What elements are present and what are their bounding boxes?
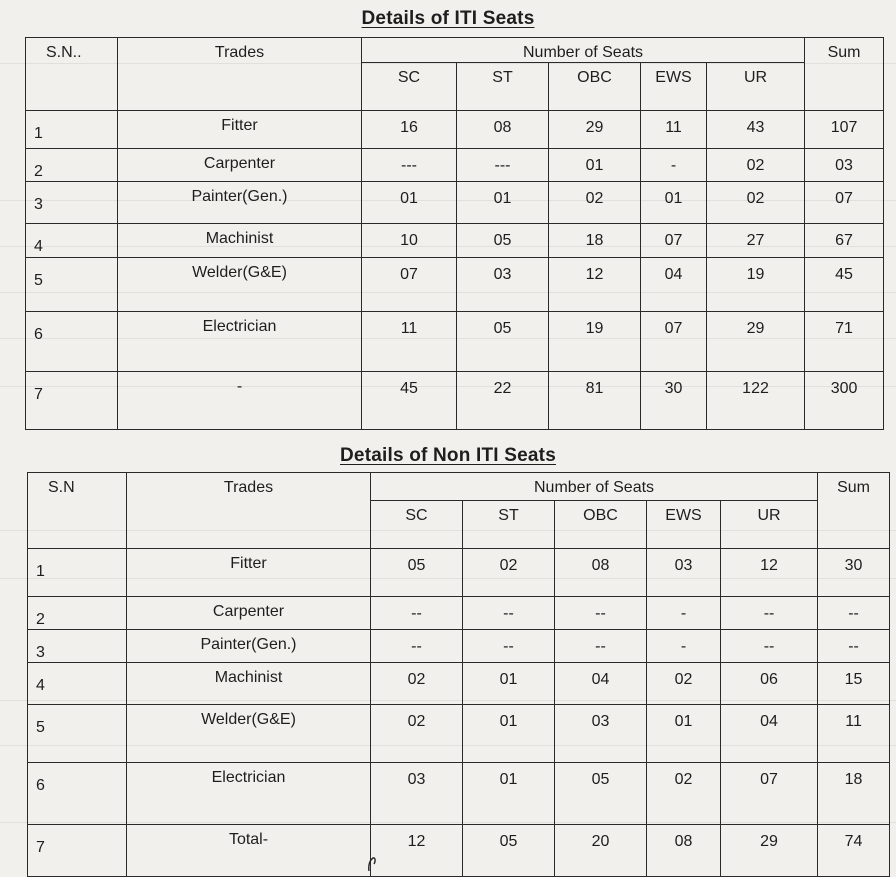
row-sum: 11: [818, 705, 890, 763]
row-st: --: [463, 597, 555, 630]
trades-header: Trades: [118, 38, 362, 111]
row-sum: 18: [818, 763, 890, 825]
row-ur: --: [721, 630, 818, 663]
non-iti-seats-title: Details of Non ITI Seats: [340, 445, 556, 466]
row-ews: 30: [641, 372, 707, 430]
row-sc: 02: [371, 663, 463, 705]
row-ur: 29: [721, 825, 818, 877]
row-ur: 27: [707, 224, 805, 258]
row-sum: 107: [805, 111, 884, 149]
row-st: 01: [457, 182, 549, 224]
row-obc: 02: [549, 182, 641, 224]
col-header-obc: OBC: [555, 501, 647, 549]
row-ews: 04: [641, 258, 707, 312]
row-ur: 04: [721, 705, 818, 763]
row-sum: 45: [805, 258, 884, 312]
row-sn: 3: [26, 182, 118, 224]
row-ur: 19: [707, 258, 805, 312]
row-obc: 04: [555, 663, 647, 705]
row-sc: 10: [362, 224, 457, 258]
row-sc: --: [371, 630, 463, 663]
col-header-st: ST: [457, 63, 549, 111]
row-ur: 02: [707, 149, 805, 182]
row-st: 05: [457, 312, 549, 372]
row-sn: 2: [28, 597, 127, 630]
table-row: [26, 312, 884, 372]
row-sum: 74: [818, 825, 890, 877]
col-header-obc: OBC: [549, 63, 641, 111]
row-trade: Painter(Gen.): [127, 630, 371, 663]
table-row: [28, 705, 890, 763]
row-st: 01: [463, 663, 555, 705]
row-st: 01: [463, 763, 555, 825]
table-row: [26, 182, 884, 224]
row-obc: 03: [555, 705, 647, 763]
row-trade: Carpenter: [118, 149, 362, 182]
row-obc: 05: [555, 763, 647, 825]
row-ews: 02: [647, 663, 721, 705]
row-st: ---: [457, 149, 549, 182]
row-obc: --: [555, 597, 647, 630]
row-st: 05: [457, 224, 549, 258]
row-obc: 19: [549, 312, 641, 372]
row-sn: 1: [28, 549, 127, 597]
row-obc: 81: [549, 372, 641, 430]
row-sum: 03: [805, 149, 884, 182]
row-trade: Painter(Gen.): [118, 182, 362, 224]
row-sum: 30: [818, 549, 890, 597]
row-sn: 6: [26, 312, 118, 372]
row-ur: 12: [721, 549, 818, 597]
row-trade: Fitter: [127, 549, 371, 597]
col-header-sc: SC: [362, 63, 457, 111]
non-iti-rows: [28, 549, 890, 877]
row-trade: Machinist: [118, 224, 362, 258]
col-header-ur: UR: [707, 63, 805, 111]
row-obc: 08: [555, 549, 647, 597]
row-trade: Fitter: [118, 111, 362, 149]
col-header-ews: EWS: [641, 63, 707, 111]
col-header-st: ST: [463, 501, 555, 549]
col-header-ews: EWS: [647, 501, 721, 549]
row-sc: 07: [362, 258, 457, 312]
row-obc: 01: [549, 149, 641, 182]
table-row: [28, 549, 890, 597]
row-sc: --: [371, 597, 463, 630]
row-trade: -: [118, 372, 362, 430]
row-sn: 4: [28, 663, 127, 705]
row-ews: -: [647, 597, 721, 630]
row-sn: 2: [26, 149, 118, 182]
row-sc: 02: [371, 705, 463, 763]
row-ews: 03: [647, 549, 721, 597]
row-sc: 01: [362, 182, 457, 224]
row-obc: 18: [549, 224, 641, 258]
sn-header: S.N: [28, 473, 127, 549]
row-ews: -: [647, 630, 721, 663]
row-sn: 3: [28, 630, 127, 663]
row-ews: 02: [647, 763, 721, 825]
col-header-ur: UR: [721, 501, 818, 549]
row-ews: 07: [641, 312, 707, 372]
number-of-seats-header: Number of Seats: [371, 473, 818, 501]
table-row: [28, 597, 890, 630]
row-ur: --: [721, 597, 818, 630]
row-sn: 5: [26, 258, 118, 312]
row-st: 22: [457, 372, 549, 430]
iti-rows: [26, 111, 884, 430]
table-row: [26, 111, 884, 149]
number-of-seats-header: Number of Seats: [362, 38, 805, 63]
row-sc: 11: [362, 312, 457, 372]
row-sum: --: [818, 597, 890, 630]
iti-seats-title: Details of ITI Seats: [361, 8, 535, 29]
row-ews: 11: [641, 111, 707, 149]
row-ur: 07: [721, 763, 818, 825]
row-st: 05: [463, 825, 555, 877]
table-row: [26, 258, 884, 312]
row-obc: 12: [549, 258, 641, 312]
row-sn: 7: [26, 372, 118, 430]
row-st: 02: [463, 549, 555, 597]
row-trade: Welder(G&E): [118, 258, 362, 312]
row-st: 01: [463, 705, 555, 763]
row-sn: 6: [28, 763, 127, 825]
table-row: [28, 663, 890, 705]
row-ur: 43: [707, 111, 805, 149]
row-trade: Electrician: [118, 312, 362, 372]
row-obc: --: [555, 630, 647, 663]
row-sum: 71: [805, 312, 884, 372]
trades-header: Trades: [127, 473, 371, 549]
row-ur: 29: [707, 312, 805, 372]
row-sum: 15: [818, 663, 890, 705]
iti-seats-table: [25, 37, 884, 430]
row-sc: 03: [371, 763, 463, 825]
row-obc: 20: [555, 825, 647, 877]
sum-header: Sum: [805, 38, 884, 111]
row-ur: 122: [707, 372, 805, 430]
row-sn: 4: [26, 224, 118, 258]
col-header-sc: SC: [371, 501, 463, 549]
table-row: [28, 630, 890, 663]
row-trade: Machinist: [127, 663, 371, 705]
row-ur: 06: [721, 663, 818, 705]
row-st: --: [463, 630, 555, 663]
row-ews: 01: [641, 182, 707, 224]
row-trade: Electrician: [127, 763, 371, 825]
row-sc: 16: [362, 111, 457, 149]
row-trade: Total-: [127, 825, 371, 877]
table-row: [26, 372, 884, 430]
row-obc: 29: [549, 111, 641, 149]
row-sc: 45: [362, 372, 457, 430]
table-row: [26, 224, 884, 258]
row-sc: 05: [371, 549, 463, 597]
row-sum: --: [818, 630, 890, 663]
row-sum: 07: [805, 182, 884, 224]
table-row: [28, 825, 890, 877]
row-sum: 300: [805, 372, 884, 430]
table-row: [28, 763, 890, 825]
table-row: [26, 149, 884, 182]
row-sc: 12: [371, 825, 463, 877]
row-ur: 02: [707, 182, 805, 224]
pen-mark: [366, 852, 378, 871]
row-st: 03: [457, 258, 549, 312]
row-ews: 01: [647, 705, 721, 763]
row-sum: 67: [805, 224, 884, 258]
row-st: 08: [457, 111, 549, 149]
row-ews: -: [641, 149, 707, 182]
row-sc: ---: [362, 149, 457, 182]
row-sn: 7: [28, 825, 127, 877]
row-trade: Welder(G&E): [127, 705, 371, 763]
row-sn: 5: [28, 705, 127, 763]
row-ews: 07: [641, 224, 707, 258]
sum-header: Sum: [818, 473, 890, 549]
sn-header: S.N..: [26, 38, 118, 111]
row-sn: 1: [26, 111, 118, 149]
row-trade: Carpenter: [127, 597, 371, 630]
non-iti-seats-table: [27, 472, 890, 877]
row-ews: 08: [647, 825, 721, 877]
